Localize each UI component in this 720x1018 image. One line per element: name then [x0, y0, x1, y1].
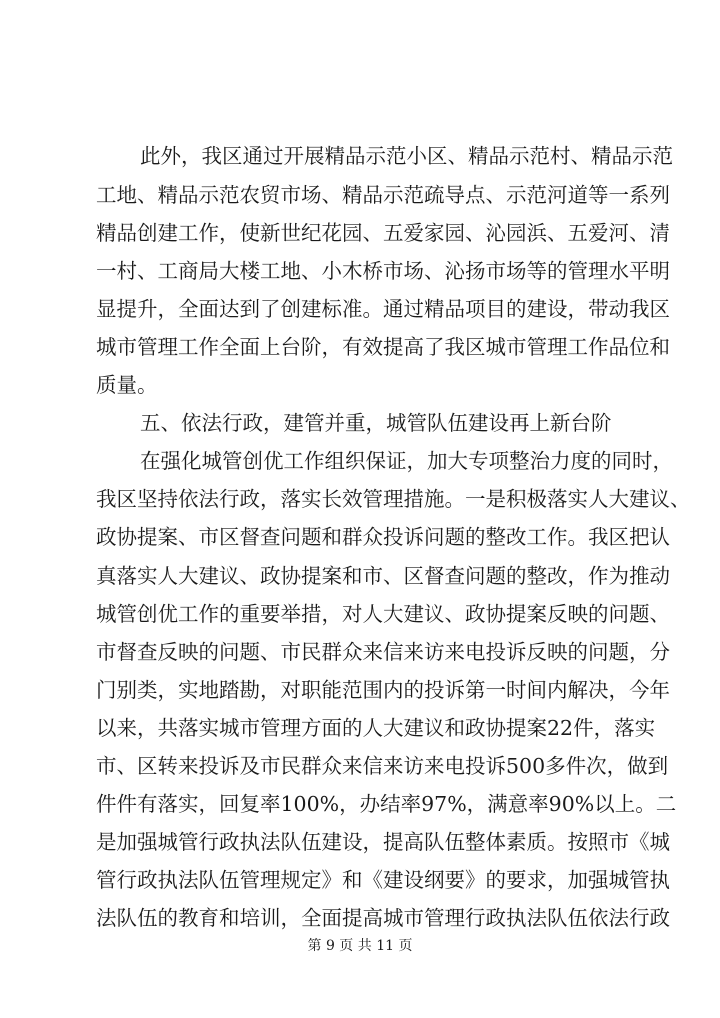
text-line: 是加强城管行政执法队伍建设，提高队伍整体素质。按照市《城	[96, 830, 670, 854]
text-line: 法队伍的教育和培训，全面提高城市管理行政执法队伍依法行政	[96, 906, 670, 930]
text-line: 管行政执法队伍管理规定》和《建设纲要》的要求，加强城管执	[96, 868, 670, 892]
text-line: 城市管理工作全面上台阶，有效提高了我区城市管理工作品位和	[96, 335, 670, 359]
text-line: 市、区转来投诉及市民群众来信来访来电投诉500多件次，做到	[96, 754, 669, 778]
section-heading: 五、依法行政，建管并重，城管队伍建设再上新台阶	[140, 411, 612, 435]
text-line: 一村、工商局大楼工地、小木桥市场、沁扬市场等的管理水平明	[96, 259, 670, 283]
text-line: 门别类，实地踏勘，对职能范围内的投诉第一时间内解决，今年	[96, 678, 670, 702]
text-line: 工地、精品示范农贸市场、精品示范疏导点、示范河道等一系列	[96, 183, 670, 207]
text-line: 精品创建工作，使新世纪花园、五爱家园、沁园浜、五爱河、清	[96, 221, 670, 245]
text-line: 城管创优工作的重要举措，对人大建议、政协提案反映的问题、	[96, 602, 670, 626]
text-line: 真落实人大建议、政协提案和市、区督查问题的整改，作为推动	[96, 564, 670, 588]
text-line: 市督查反映的问题、市民群众来信来访来电投诉反映的问题，分	[96, 640, 670, 664]
text-line: 我区坚持依法行政，落实长效管理措施。一是积极落实人大建议、	[96, 487, 691, 511]
page-number: 第 9 页 共 11 页	[307, 938, 413, 954]
text-line: 显提升，全面达到了创建标准。通过精品项目的建设，带动我区	[96, 297, 670, 321]
text-line: 在强化城管创优工作组织保证，加大专项整治力度的同时，	[140, 449, 673, 473]
text-line: 此外，我区通过开展精品示范小区、精品示范村、精品示范	[140, 144, 673, 168]
text-line: 以来，共落实城市管理方面的人大建议和政协提案22件，落实	[96, 716, 656, 740]
text-line: 政协提案、市区督查问题和群众投诉问题的整改工作。我区把认	[96, 525, 670, 549]
text-line: 件件有落实，回复率100%，办结率97%，满意率90%以上。二	[96, 792, 677, 816]
text-line: 质量。	[96, 373, 158, 397]
